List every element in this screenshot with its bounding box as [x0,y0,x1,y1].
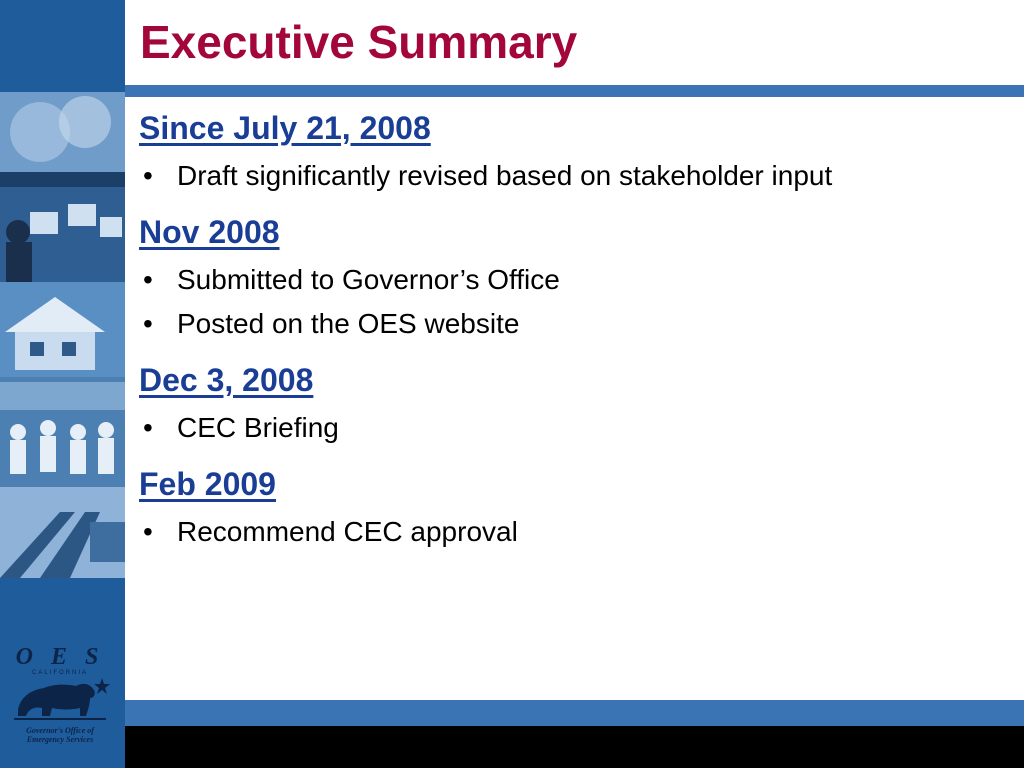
logo-line-2: Emergency Services [26,735,94,744]
photo-collage [0,92,125,578]
logo-caption [10,726,110,744]
bullet-item [139,302,1009,346]
logo-line-1: Governor's Office of [26,726,94,735]
oes-logo [10,640,110,752]
bullet-icon: • [143,412,153,443]
bullet-icon: • [143,160,153,191]
bear-icon [18,684,95,716]
bullet-item [139,154,1009,198]
bullet-text: Draft significantly revised based on stakeholder input [177,160,833,191]
star-icon [94,678,110,694]
bullet-list [139,406,1009,450]
section-heading[interactable]: Nov 2008 [139,214,280,250]
title-rule [125,85,1024,97]
section-heading[interactable]: Feb 2009 [139,466,276,502]
bullet-list [139,510,1009,554]
footer-rule [125,700,1024,726]
bullet-icon: • [143,308,153,339]
bullet-icon: • [143,516,153,547]
bullet-list [139,258,1009,346]
bear-seal [10,640,110,726]
logo-letters: O E S [15,644,105,670]
bullet-item [139,406,1009,450]
sidebar [0,0,125,768]
bullet-text: Recommend CEC approval [177,516,518,547]
footer-bar [125,726,1024,768]
logo-state: CALIFORNIA [31,670,89,676]
bullet-list [139,154,1009,198]
collage-graphic [0,92,125,578]
bullet-icon: • [143,264,153,295]
bullet-text: CEC Briefing [177,412,339,443]
bullet-item [139,510,1009,554]
bullet-text: Posted on the OES website [177,308,520,339]
section-heading[interactable]: Since July 21, 2008 [139,110,431,146]
section-heading[interactable]: Dec 3, 2008 [139,362,314,398]
slide-title: Executive Summary [140,16,578,68]
bullet-text: Submitted to Governor’s Office [177,264,560,295]
bullet-item [139,258,1009,302]
slide-body [139,108,1009,554]
